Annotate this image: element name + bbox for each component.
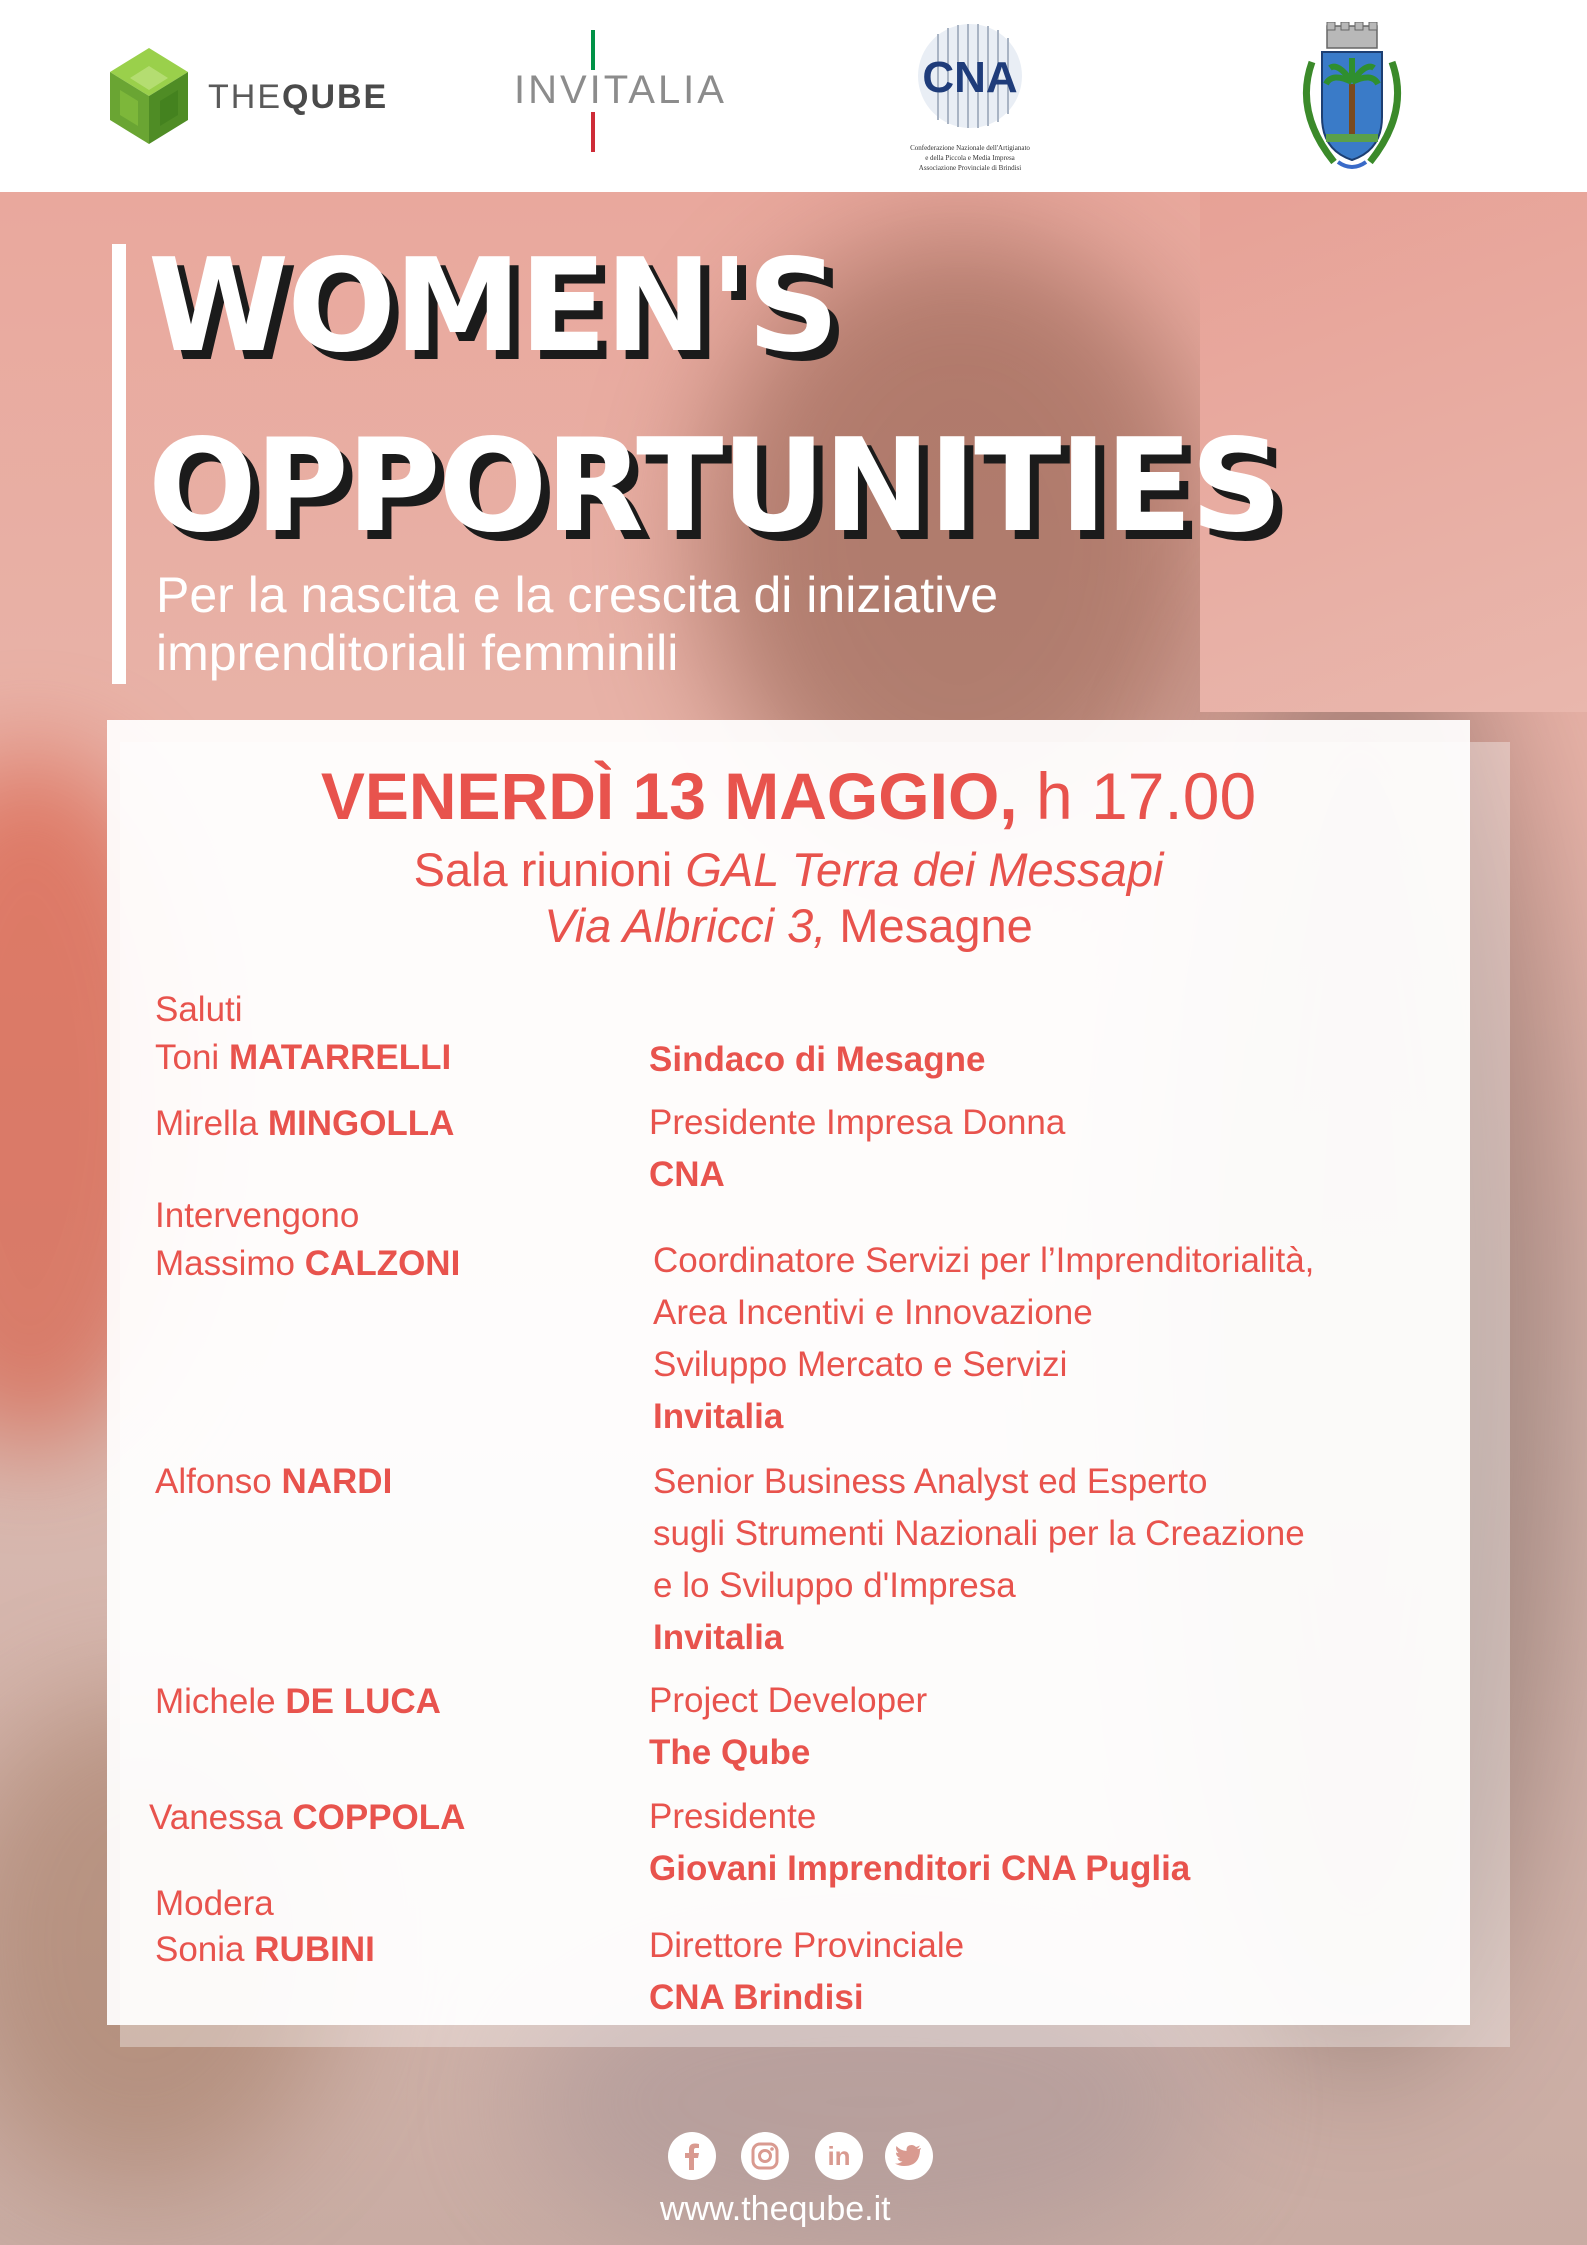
speaker-role: Coordinatore Servizi per l’Imprenditorialità, Area Incentivi e Innovazione Sviluppo Mercato e Servizi Invitalia — [653, 1241, 1315, 1436]
title-line-1: WOMEN'S — [148, 232, 838, 381]
speaker-role: Presidente Impresa Donna CNA — [649, 1103, 1066, 1194]
theqube-wordmark: THEQUBE — [208, 78, 389, 116]
section-intervengono: Intervengono — [155, 1196, 360, 1235]
program-card — [107, 720, 1470, 2025]
facebook-icon[interactable] — [668, 2132, 716, 2180]
linkedin-glyph: in — [827, 2140, 851, 2171]
event-venue: Sala riunioni GAL Terra dei Messapi — [413, 843, 1164, 896]
speaker-name: Toni MATARRELLI — [155, 1038, 452, 1077]
speaker-name: Mirella MINGOLLA — [155, 1104, 455, 1143]
event-address: Via Albricci 3, Mesagne — [544, 899, 1033, 952]
title-line-2: OPPORTUNITIES — [148, 412, 1281, 561]
linkedin-icon[interactable] — [815, 2132, 863, 2180]
speaker-role: Project Developer The Qube — [649, 1681, 928, 1772]
subtitle-line-1: Per la nascita e la crescita di iniziative — [156, 567, 999, 623]
speaker-name: Sonia RUBINI — [155, 1930, 375, 1969]
speaker-name: Massimo CALZONI — [155, 1244, 461, 1283]
speaker-role: Senior Business Analyst ed Esperto sugli Strumenti Nazionali per la Creazione e lo Sviluppo d'Impresa Invitalia — [653, 1462, 1305, 1657]
cna-caption-3: Associazione Provinciale di Brindisi — [918, 164, 1022, 172]
logo-header — [0, 0, 1587, 192]
event-date-time: VENERDÌ 13 MAGGIO, h 17.00 — [320, 759, 1257, 833]
cna-caption-1: Confederazione Nazionale dell'Artigianato — [910, 144, 1030, 152]
twitter-icon[interactable] — [885, 2132, 933, 2180]
theqube-cube-logo — [108, 46, 190, 146]
section-modera: Modera — [155, 1884, 274, 1923]
invitalia-wordmark: INVITALIA — [514, 68, 727, 112]
cna-logo — [908, 20, 1033, 175]
speaker-name: Michele DE LUCA — [155, 1682, 441, 1721]
website-link[interactable]: www.theqube.it — [660, 2190, 891, 2228]
speaker-name: Alfonso NARDI — [155, 1462, 393, 1501]
speaker-name: Vanessa COPPOLA — [149, 1798, 466, 1837]
cna-mark-text: CNA — [922, 53, 1018, 102]
instagram-icon[interactable] — [741, 2132, 789, 2180]
mesagne-coat-of-arms — [1282, 22, 1422, 174]
cna-caption-2: e della Piccola e Media Impresa — [925, 154, 1015, 162]
speaker-role: Direttore Provinciale CNA Brindisi — [649, 1926, 965, 2017]
speaker-role: Presidente Giovani Imprenditori CNA Puglia — [649, 1797, 1191, 1888]
section-saluti: Saluti — [155, 990, 243, 1029]
title-accent-bar — [112, 244, 126, 684]
speaker-org: Sindaco di Mesagne — [649, 1040, 986, 1079]
subtitle-line-2: imprenditoriali femminili — [156, 625, 679, 681]
